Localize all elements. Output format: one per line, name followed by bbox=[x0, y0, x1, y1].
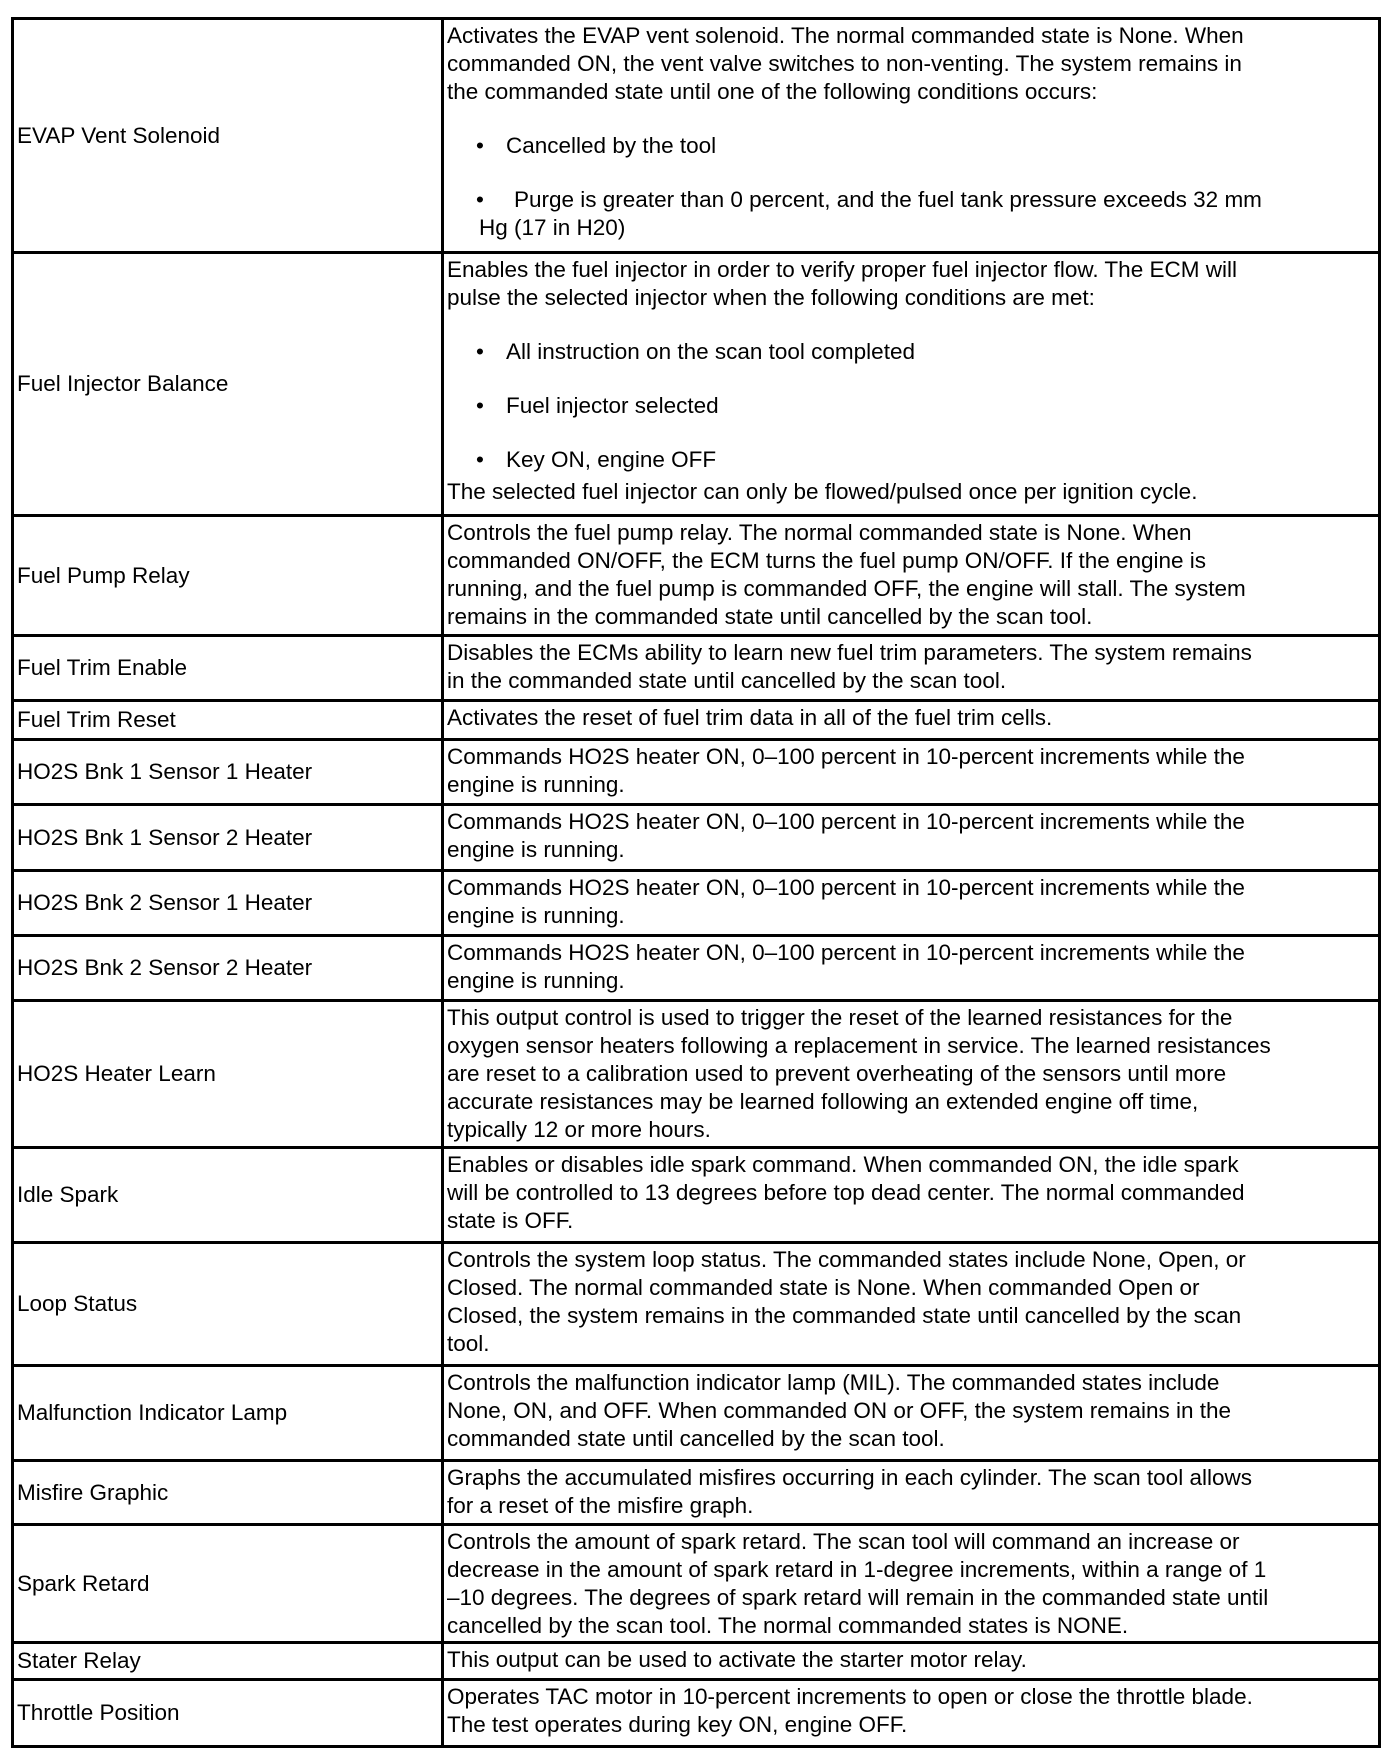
description-line: pulse the selected injector when the following conditions are met: bbox=[447, 285, 1095, 310]
description-line: in the commanded state until cancelled by the scan tool. bbox=[447, 668, 1007, 693]
table-row bbox=[14, 869, 1378, 934]
description-line: commanded ON, the vent valve switches to non-venting. The system remains in bbox=[447, 51, 1242, 76]
description-line: This output control is used to trigger the reset of the learned resistances for the bbox=[447, 1005, 1233, 1030]
control-description bbox=[444, 1681, 1378, 1745]
description-line: the commanded state until one of the following conditions occurs: bbox=[447, 79, 1098, 104]
table-row bbox=[14, 1146, 1378, 1241]
table-row bbox=[14, 20, 1378, 251]
description-line: –10 degrees. The degrees of spark retard will remain in the commanded state until bbox=[447, 1585, 1269, 1610]
table-row bbox=[14, 1364, 1378, 1459]
control-description bbox=[444, 937, 1378, 999]
description-line: Commands HO2S heater ON, 0–100 percent in 10-percent increments while the bbox=[447, 875, 1245, 900]
description-line: accurate resistances may be learned following an extended engine off time, bbox=[447, 1089, 1199, 1114]
control-description bbox=[444, 20, 1378, 251]
description-paragraph bbox=[447, 1464, 1378, 1520]
description-paragraph bbox=[447, 478, 1378, 506]
bullet-text: All instruction on the scan tool completed bbox=[506, 339, 915, 364]
description-line: Enables or disables idle spark command. When commanded ON, the idle spark bbox=[447, 1152, 1239, 1177]
control-description bbox=[444, 1002, 1378, 1146]
table-row bbox=[14, 634, 1378, 699]
description-line: This output can be used to activate the starter motor relay. bbox=[447, 1647, 1027, 1672]
bullet-item bbox=[447, 392, 1378, 420]
description-line: oxygen sensor heaters following a replacement in service. The learned resistances bbox=[447, 1033, 1271, 1058]
description-paragraph bbox=[447, 704, 1378, 732]
description-paragraph bbox=[447, 639, 1378, 695]
control-description bbox=[444, 637, 1378, 699]
description-line: Controls the malfunction indicator lamp (MIL). The commanded states include bbox=[447, 1370, 1220, 1395]
description-line: The selected fuel injector can only be flowed/pulsed once per ignition cycle. bbox=[447, 479, 1198, 504]
description-paragraph bbox=[447, 939, 1378, 995]
table-row bbox=[14, 1241, 1378, 1364]
control-description bbox=[444, 1367, 1378, 1459]
control-name: Throttle Position bbox=[14, 1681, 444, 1745]
description-paragraph bbox=[447, 1004, 1378, 1144]
control-description bbox=[444, 254, 1378, 514]
bullet-icon: • bbox=[476, 393, 484, 418]
bullet-text: Fuel injector selected bbox=[506, 393, 719, 418]
table-row bbox=[14, 803, 1378, 869]
description-line: decrease in the amount of spark retard in 1-degree increments, within a range of 1 bbox=[447, 1557, 1267, 1582]
bullet-item bbox=[447, 446, 1378, 474]
description-paragraph bbox=[447, 1151, 1378, 1235]
description-line: Operates TAC motor in 10-percent increments to open or close the throttle blade. bbox=[447, 1684, 1253, 1709]
control-name: Malfunction Indicator Lamp bbox=[14, 1367, 444, 1459]
description-paragraph bbox=[447, 808, 1378, 864]
description-line: Controls the fuel pump relay. The normal commanded state is None. When bbox=[447, 520, 1192, 545]
description-line: Controls the amount of spark retard. The scan tool will command an increase or bbox=[447, 1529, 1240, 1554]
control-name: Idle Spark bbox=[14, 1149, 444, 1241]
description-line: Disables the ECMs ability to learn new fuel trim parameters. The system remains bbox=[447, 640, 1252, 665]
description-line: Closed, the system remains in the commanded state until cancelled by the scan bbox=[447, 1303, 1242, 1328]
table-row bbox=[14, 699, 1378, 738]
bullet-text: Hg (17 in H20) bbox=[479, 215, 626, 240]
control-name: EVAP Vent Solenoid bbox=[14, 20, 444, 251]
table-row bbox=[14, 999, 1378, 1146]
table-row bbox=[14, 1459, 1378, 1523]
control-name: HO2S Bnk 2 Sensor 2 Heater bbox=[14, 937, 444, 999]
table-row bbox=[14, 934, 1378, 999]
bullet-item bbox=[447, 132, 1378, 160]
description-paragraph bbox=[447, 22, 1378, 106]
control-name: HO2S Heater Learn bbox=[14, 1002, 444, 1146]
description-line: Graphs the accumulated misfires occurring in each cylinder. The scan tool allows bbox=[447, 1465, 1252, 1490]
bullet-icon: • bbox=[476, 447, 484, 472]
table-row bbox=[14, 1523, 1378, 1641]
description-paragraph bbox=[447, 1528, 1378, 1640]
description-line: will be controlled to 13 degrees before top dead center. The normal commanded bbox=[447, 1180, 1245, 1205]
description-line: Activates the EVAP vent solenoid. The normal commanded state is None. When bbox=[447, 23, 1244, 48]
table-row bbox=[14, 738, 1378, 803]
description-line: Activates the reset of fuel trim data in all of the fuel trim cells. bbox=[447, 705, 1053, 730]
description-line: typically 12 or more hours. bbox=[447, 1117, 711, 1142]
description-line: commanded ON/OFF, the ECM turns the fuel pump ON/OFF. If the engine is bbox=[447, 548, 1207, 573]
description-paragraph bbox=[447, 1246, 1378, 1358]
description-line: are reset to a calibration used to prevent overheating of the sensors until more bbox=[447, 1061, 1227, 1086]
control-description bbox=[444, 1526, 1378, 1641]
description-line: Commands HO2S heater ON, 0–100 percent in 10-percent increments while the bbox=[447, 940, 1245, 965]
bullet-text: Key ON, engine OFF bbox=[506, 447, 717, 472]
description-line: engine is running. bbox=[447, 772, 625, 797]
control-description bbox=[444, 702, 1378, 738]
description-line: Commands HO2S heater ON, 0–100 percent in 10-percent increments while the bbox=[447, 809, 1245, 834]
bullet-text: Purge is greater than 0 percent, and the fuel tank pressure exceeds 32 mm bbox=[514, 187, 1262, 212]
bullet-icon: • bbox=[476, 339, 484, 364]
description-line: The test operates during key ON, engine OFF. bbox=[447, 1712, 908, 1737]
control-name: Spark Retard bbox=[14, 1526, 444, 1641]
description-line: running, and the fuel pump is commanded OFF, the engine will stall. The system bbox=[447, 576, 1246, 601]
control-description bbox=[444, 1462, 1378, 1523]
table-row bbox=[14, 251, 1378, 514]
table-row bbox=[14, 1641, 1378, 1678]
output-controls-table bbox=[11, 17, 1381, 1748]
description-paragraph bbox=[447, 1646, 1378, 1674]
control-name: Fuel Injector Balance bbox=[14, 254, 444, 514]
bullet-item bbox=[447, 186, 1378, 242]
control-name: HO2S Bnk 2 Sensor 1 Heater bbox=[14, 872, 444, 934]
description-paragraph bbox=[447, 256, 1378, 312]
description-line: remains in the commanded state until cancelled by the scan tool. bbox=[447, 604, 1093, 629]
bullet-icon: • bbox=[476, 133, 484, 158]
description-line: engine is running. bbox=[447, 837, 625, 862]
control-description bbox=[444, 1644, 1378, 1678]
control-description bbox=[444, 806, 1378, 869]
description-paragraph bbox=[447, 1683, 1378, 1739]
description-line: commanded state until cancelled by the scan tool. bbox=[447, 1426, 945, 1451]
description-paragraph bbox=[447, 1369, 1378, 1453]
control-name: Fuel Trim Enable bbox=[14, 637, 444, 699]
control-description bbox=[444, 741, 1378, 803]
control-description bbox=[444, 1149, 1378, 1241]
table-row bbox=[14, 1678, 1378, 1745]
description-line: Closed. The normal commanded state is None. When commanded Open or bbox=[447, 1275, 1200, 1300]
bullet-item bbox=[447, 338, 1378, 366]
control-description bbox=[444, 1244, 1378, 1364]
control-description bbox=[444, 517, 1378, 634]
description-line: for a reset of the misfire graph. bbox=[447, 1493, 754, 1518]
description-line: Controls the system loop status. The commanded states include None, Open, or bbox=[447, 1247, 1246, 1272]
description-line: engine is running. bbox=[447, 903, 625, 928]
description-paragraph bbox=[447, 743, 1378, 799]
control-name: Misfire Graphic bbox=[14, 1462, 444, 1523]
control-name: Loop Status bbox=[14, 1244, 444, 1364]
control-name: Stater Relay bbox=[14, 1644, 444, 1678]
description-line: None, ON, and OFF. When commanded ON or OFF, the system remains in the bbox=[447, 1398, 1232, 1423]
description-line: tool. bbox=[447, 1331, 490, 1356]
bullet-icon: • bbox=[476, 187, 484, 212]
description-paragraph bbox=[447, 519, 1378, 631]
control-name: Fuel Pump Relay bbox=[14, 517, 444, 634]
bullet-text: Cancelled by the tool bbox=[506, 133, 717, 158]
description-paragraph bbox=[447, 874, 1378, 930]
description-line: Enables the fuel injector in order to verify proper fuel injector flow. The ECM will bbox=[447, 257, 1237, 282]
control-name: HO2S Bnk 1 Sensor 2 Heater bbox=[14, 806, 444, 869]
description-line: Commands HO2S heater ON, 0–100 percent in 10-percent increments while the bbox=[447, 744, 1245, 769]
description-line: cancelled by the scan tool. The normal commanded states is NONE. bbox=[447, 1613, 1129, 1638]
control-name: HO2S Bnk 1 Sensor 1 Heater bbox=[14, 741, 444, 803]
control-name: Fuel Trim Reset bbox=[14, 702, 444, 738]
control-description bbox=[444, 872, 1378, 934]
description-line: state is OFF. bbox=[447, 1208, 574, 1233]
table-row bbox=[14, 514, 1378, 634]
description-line: engine is running. bbox=[447, 968, 625, 993]
